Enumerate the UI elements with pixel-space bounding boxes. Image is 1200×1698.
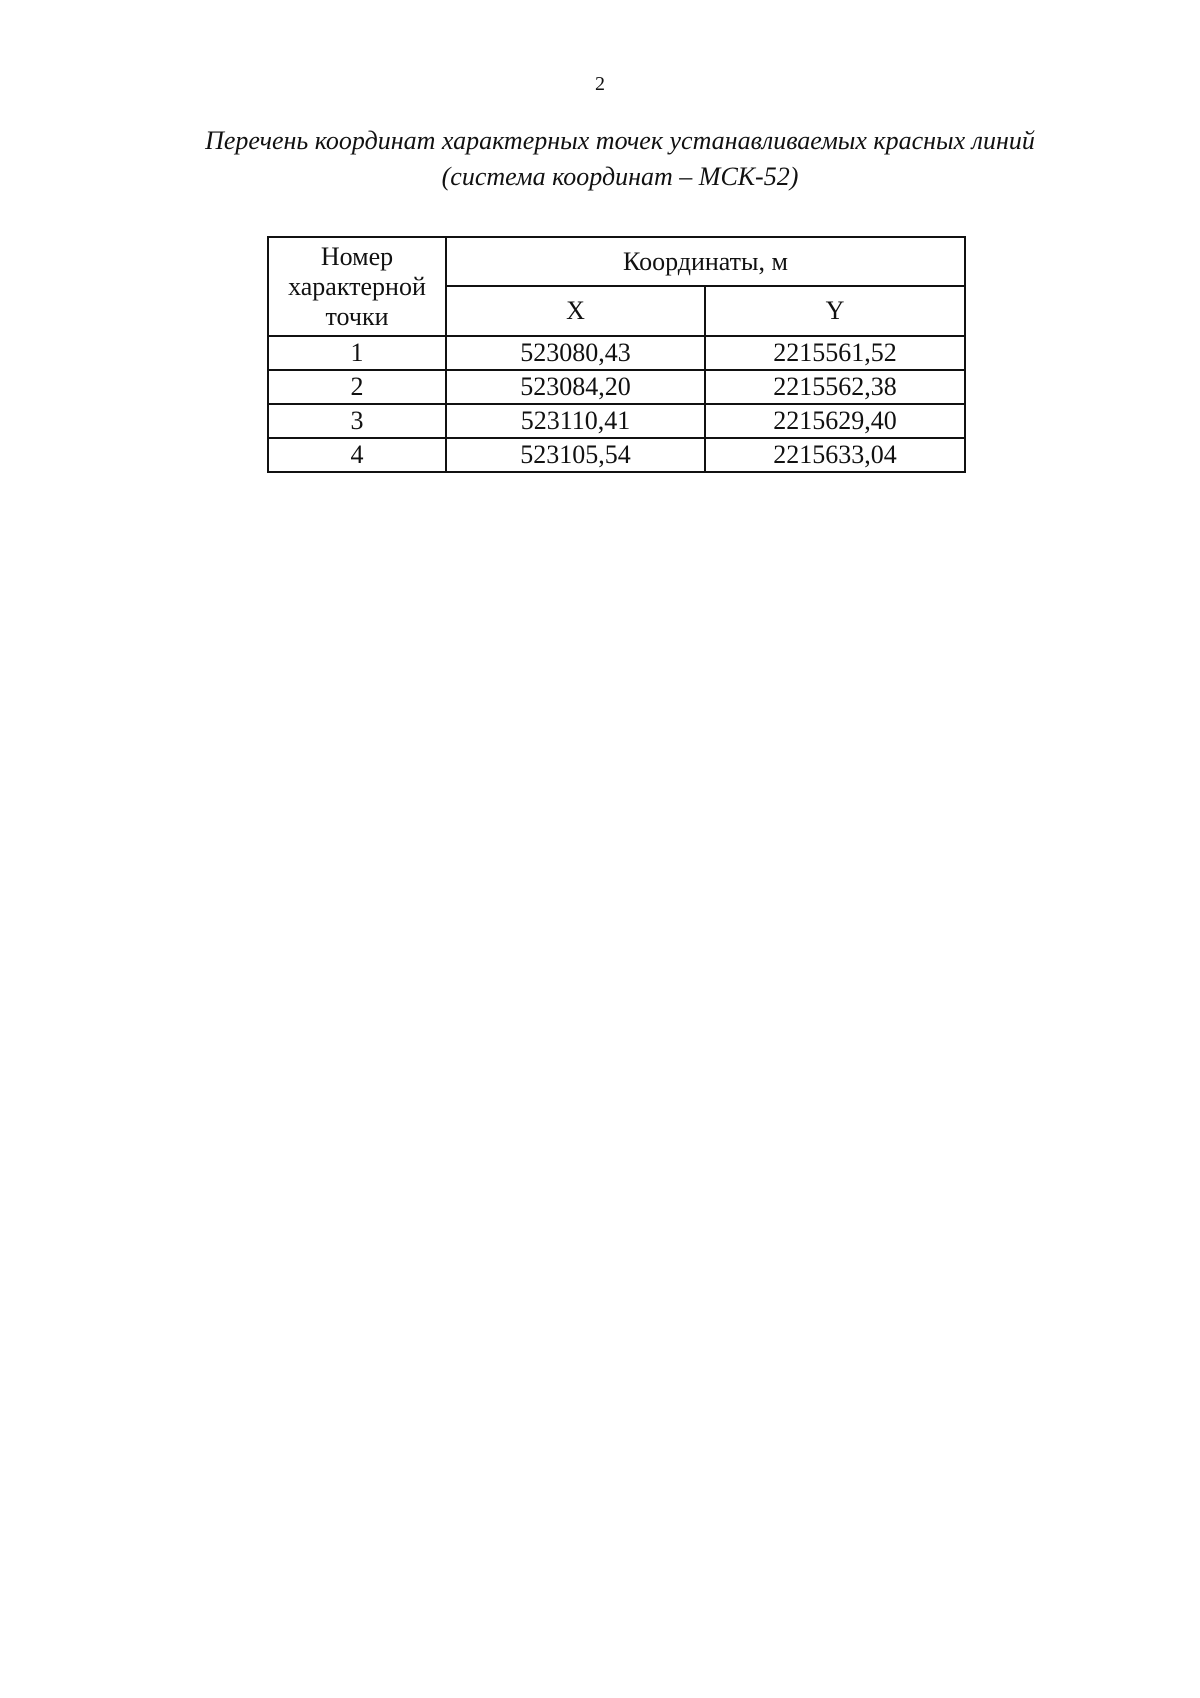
table-row <box>268 404 965 438</box>
cell-y: 2215629,40 <box>705 404 965 438</box>
header-y: Y <box>705 286 965 336</box>
cell-y: 2215633,04 <box>705 438 965 472</box>
cell-point: 2 <box>268 370 446 404</box>
title-line-2: (система координат – МСК-52) <box>441 162 799 191</box>
header-x: X <box>446 286 705 336</box>
cell-y: 2215562,38 <box>705 370 965 404</box>
cell-point: 3 <box>268 404 446 438</box>
header-point-number: Номер характерной точки <box>268 237 446 336</box>
cell-x: 523080,43 <box>446 336 705 370</box>
cell-x: 523105,54 <box>446 438 705 472</box>
cell-x: 523084,20 <box>446 370 705 404</box>
cell-y: 2215561,52 <box>705 336 965 370</box>
page-number: 2 <box>595 73 605 95</box>
title-line-1: Перечень координат характерных точек устанавливаемых красных линий <box>205 126 1035 155</box>
table-row <box>268 370 965 404</box>
table-row <box>268 336 965 370</box>
table-row <box>268 438 965 472</box>
cell-point: 4 <box>268 438 446 472</box>
coordinates-table <box>267 236 966 473</box>
table-header-row <box>268 237 965 286</box>
document-title <box>60 123 1180 195</box>
header-coordinates: Координаты, м <box>446 237 965 286</box>
cell-point: 1 <box>268 336 446 370</box>
cell-x: 523110,41 <box>446 404 705 438</box>
